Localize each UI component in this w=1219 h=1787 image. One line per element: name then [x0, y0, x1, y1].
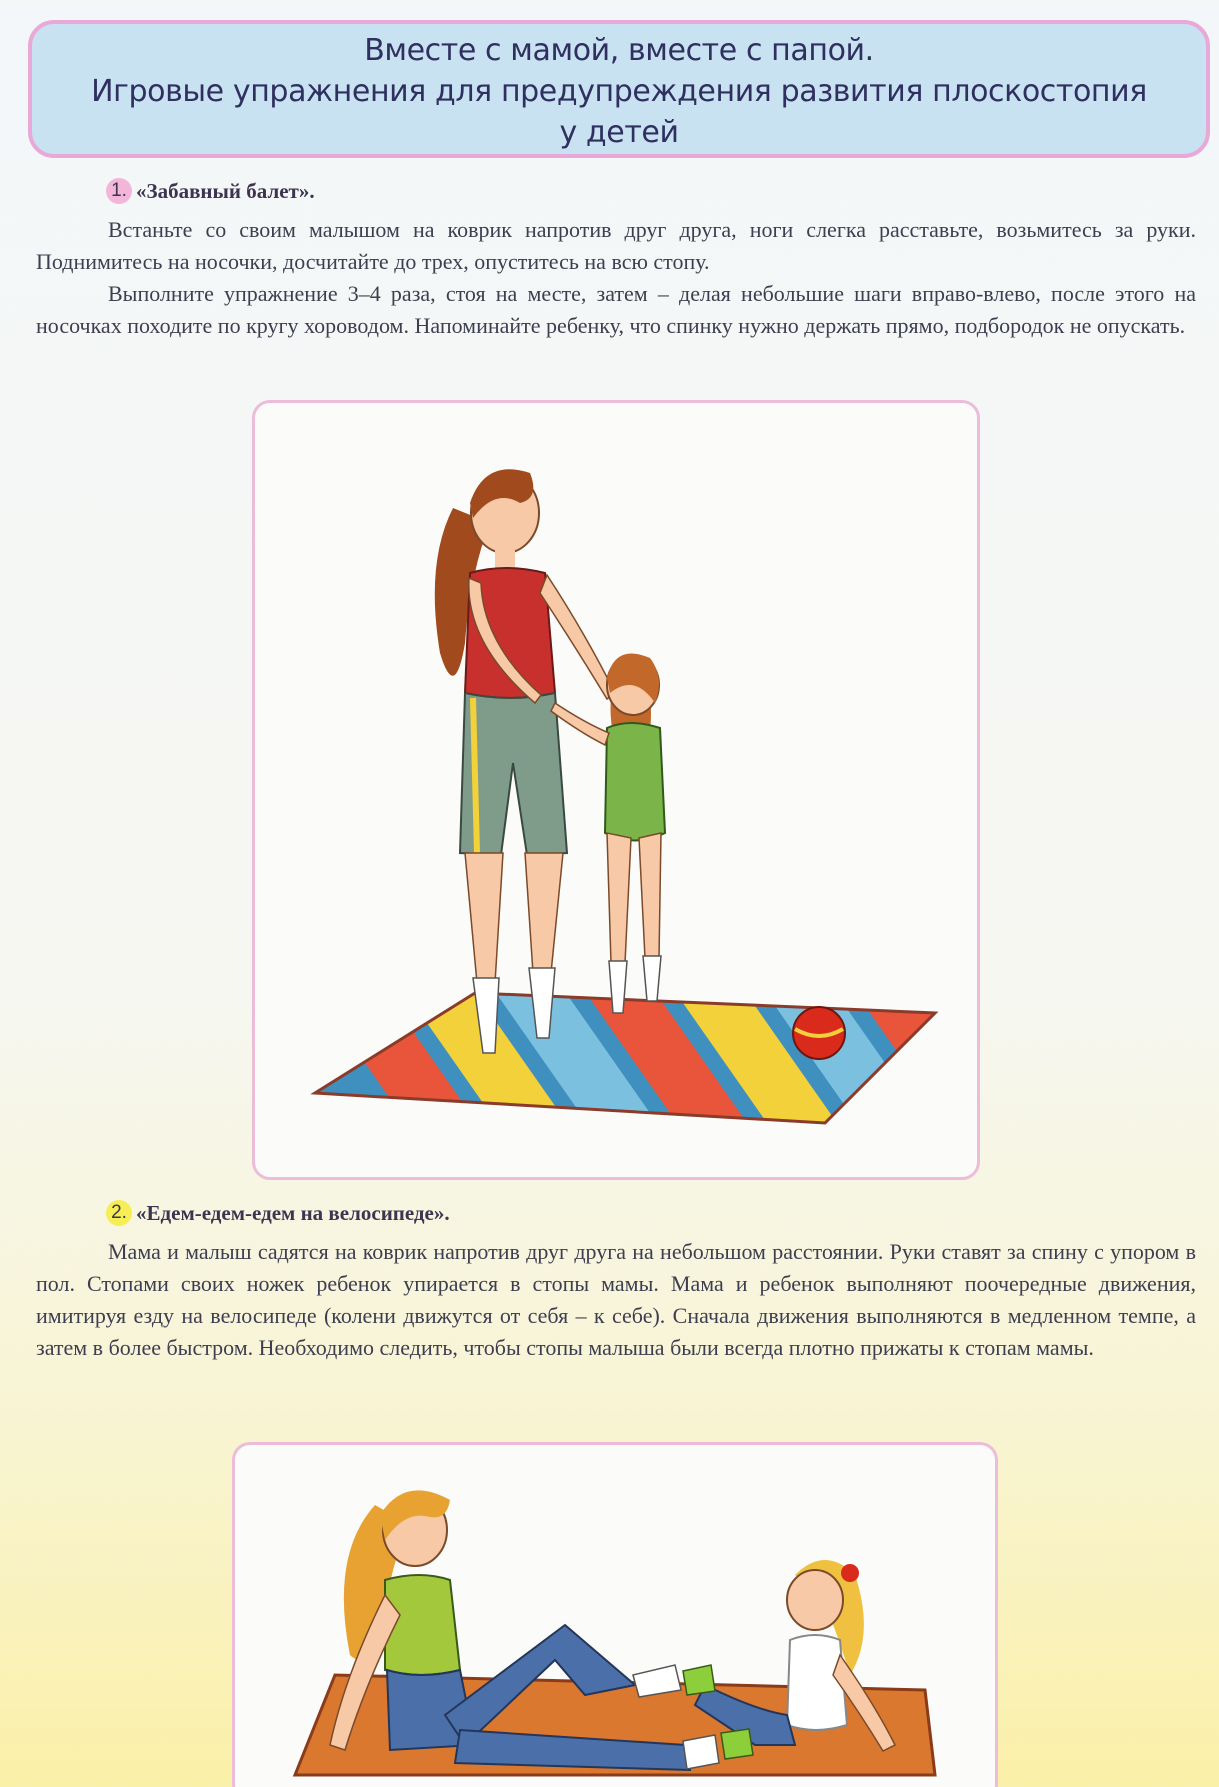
exercise-2-number: 2.: [106, 1200, 132, 1226]
illustration-ballet-frame: [252, 400, 980, 1180]
page-header: [28, 20, 1210, 158]
exercise-2-heading: [106, 1200, 450, 1226]
illustration-bicycle-frame: [232, 1442, 998, 1787]
exercise-1-paragraph-1: Встаньте со своим малышом на коврик напротив друг друга, ноги слегка расставьте, возьмитесь за руки. Поднимитесь на носочки, досчитайте до трех, опуститесь на всю стопу.: [36, 217, 1196, 274]
red-ball: [793, 1007, 845, 1059]
exercise-1-paragraph-2: Выполните упражнение 3–4 раза, стоя на месте, затем – делая небольшие шаги вправо-влево, после этого на носочках походите по кругу хороводом. Напоминайте ребенку, что спинку нужно держать прямо, подбородок не опускать.: [36, 281, 1196, 338]
exercise-1-text: [36, 214, 1196, 342]
exercise-1-title: «Забавный балет».: [136, 178, 315, 203]
exercise-2-title: «Едем-едем-едем на велосипеде».: [136, 1200, 450, 1225]
header-line-2: Игровые упражнения для предупреждения развития плоскостопия: [91, 74, 1147, 109]
illustration-ballet: [255, 403, 977, 1177]
header-line-1: Вместе с мамой, вместе с папой.: [364, 33, 874, 68]
exercise-1-number: 1.: [106, 178, 132, 204]
child-figure: [551, 654, 665, 1014]
exercise-2-text: [36, 1236, 1196, 1364]
exercise-2-paragraph-1: Мама и малыш садятся на коврик напротив друг друга на небольшом расстоянии. Руки ставят за спину с упором в пол. Стопами своих ножек ребенок упирается в стопы мамы. Мама и ребенок выполняют поочередные движения, имитируя езду на велосипеде (колени движутся от себя – к себе). Сначала движения выполняются в медленном темпе, а затем в более быстром. Необходимо следить, чтобы стопы малыша были всегда плотно прижаты к стопам мамы.: [36, 1239, 1196, 1360]
header-line-3: у детей: [559, 115, 679, 150]
exercise-1-heading: [106, 178, 315, 204]
mother-figure: [435, 469, 615, 1053]
illustration-bicycle: [235, 1445, 995, 1787]
